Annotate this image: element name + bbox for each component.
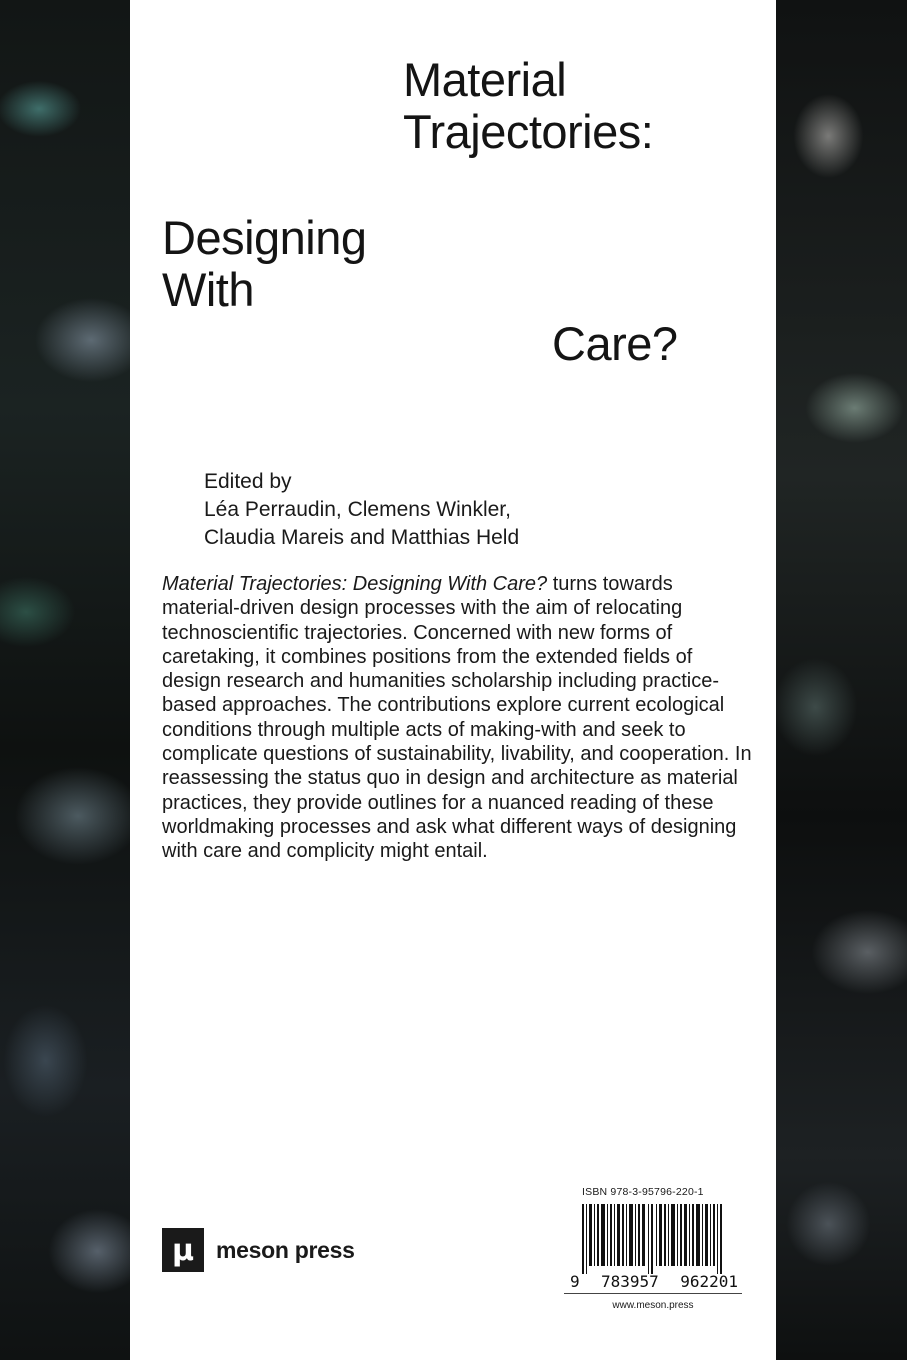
mu-logo-icon: µ	[162, 1228, 204, 1272]
book-title-part1	[403, 54, 653, 158]
title-line: Care?	[552, 317, 678, 370]
title-line: Material	[403, 53, 567, 106]
barcode-digits	[564, 1272, 742, 1291]
description-text: turns towards material-driven design processes with the aim of relocating technoscientific trajectories. Concerned with new forms of caretaking, it combines positions from the extended fields of design research and humanities scholarship including practice-based approaches. The contributions explore current ecological conditions through multiple acts of making-with and seek to complicate questions of sustainability, livability, and cooperation. In reassessing the status quo in design and architecture as material practices, they provide outlines for a nuanced reading of these worldmaking processes and ask what different ways of designing with care and complicity might entail.	[162, 573, 752, 863]
publisher-logo	[162, 1228, 355, 1272]
barcode-icon	[564, 1204, 742, 1274]
publisher-name: meson press	[216, 1236, 355, 1263]
barcode-digit-group: 783957	[601, 1272, 659, 1291]
cover-art-left	[0, 0, 130, 1360]
divider	[564, 1293, 742, 1294]
editors-label: Edited by	[204, 470, 292, 493]
title-line: Trajectories:	[403, 105, 654, 158]
back-cover-panel	[130, 0, 776, 1360]
barcode-digit-group: 962201	[680, 1272, 738, 1291]
isbn-label: ISBN 978-3-95796-220-1	[582, 1186, 704, 1198]
title-line: With	[162, 263, 254, 316]
cover-art-right	[776, 0, 907, 1360]
title-line: Designing	[162, 211, 367, 264]
barcode-digit-first: 9	[570, 1272, 580, 1291]
book-title-part3	[552, 318, 678, 370]
editors-names: Claudia Mareis and Matthias Held	[204, 526, 520, 549]
book-description	[162, 572, 752, 864]
editors-block	[204, 468, 519, 552]
editors-names: Léa Perraudin, Clemens Winkler,	[204, 498, 511, 521]
publisher-website: www.meson.press	[612, 1300, 694, 1311]
description-title: Material Trajectories: Designing With Care?	[162, 573, 548, 595]
isbn-barcode	[564, 1186, 742, 1311]
book-title-part2	[162, 212, 367, 316]
